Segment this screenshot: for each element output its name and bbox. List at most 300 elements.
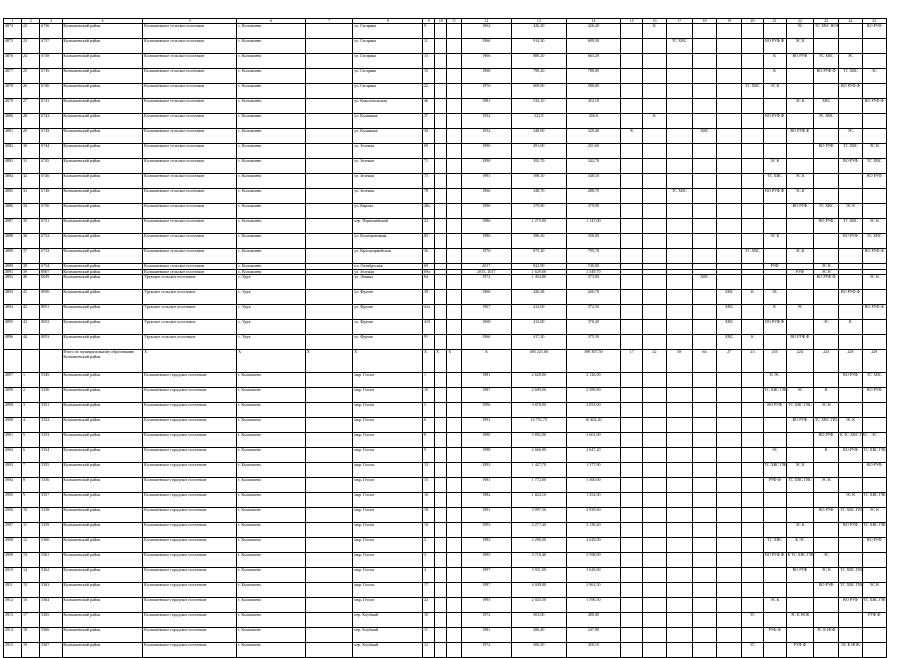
table-cell: ТС ХВС ГВС (862, 448, 886, 463)
table-cell: 2 961,50 (566, 583, 621, 598)
table-cell: ЭС ХВС (814, 114, 839, 129)
table-cell (621, 463, 643, 478)
table-cell (621, 493, 643, 508)
table-cell (692, 249, 716, 264)
table-cell (621, 275, 643, 290)
table-cell (435, 204, 447, 219)
table-cell: 417,20 (512, 335, 567, 350)
housing-register-table (3, 18, 887, 658)
table-cell: Колпашевское городское поселение (143, 388, 237, 403)
table-cell: 5355 (40, 463, 62, 478)
table-cell (306, 335, 353, 350)
table-cell: Колпашевское городское поселение (143, 598, 237, 613)
table-cell: 4895 (4, 320, 22, 335)
table-cell (742, 508, 763, 523)
column-number-cell: 21 (763, 19, 786, 24)
table-cell: ЭС (814, 553, 839, 568)
table-cell: 10 751,75 (512, 418, 567, 433)
table-cell: 1968 (461, 320, 512, 335)
table-row (4, 129, 887, 144)
table-cell: 1990 (461, 204, 512, 219)
table-cell (862, 114, 886, 129)
table-cell (862, 478, 886, 493)
table-cell (666, 54, 692, 69)
table-cell: 5356 (40, 478, 62, 493)
table-cell (742, 39, 763, 54)
table-cell: 3 601,00 (566, 433, 621, 448)
table-cell: Колпашевское городское поселение (143, 643, 237, 658)
table-cell (435, 598, 447, 613)
table-cell (717, 508, 742, 523)
table-cell (666, 613, 692, 628)
table-cell: 379,90 (566, 204, 621, 219)
table-cell (643, 204, 666, 219)
table-cell: ВО РУФ (839, 523, 862, 538)
table-cell (814, 335, 839, 350)
table-cell (742, 275, 763, 290)
table-row (4, 290, 887, 305)
table-cell: ЭС К (786, 39, 813, 54)
table-row (4, 493, 887, 508)
table-cell: 4903 (4, 463, 22, 478)
table-cell: К ЭС (763, 373, 786, 388)
table-cell (306, 508, 353, 523)
table-cell (814, 189, 839, 204)
table-cell: 4 277,40 (512, 523, 567, 538)
table-cell: 266,70 (566, 290, 621, 305)
table-cell (306, 129, 353, 144)
table-cell: 880,20 (512, 54, 567, 69)
table-cell (839, 388, 862, 403)
table-cell: Колпашевский район (62, 159, 143, 174)
table-cell: с. Колпашево (237, 269, 306, 275)
table-cell (643, 463, 666, 478)
table-cell (643, 433, 666, 448)
table-cell (447, 508, 461, 523)
table-cell (435, 373, 447, 388)
table-cell: 4879 (4, 99, 22, 114)
table-cell: 1932 (461, 129, 512, 144)
table-cell (717, 523, 742, 538)
table-cell: Колпашевский район (62, 493, 143, 508)
table-cell: ЭС К (814, 478, 839, 493)
table-cell: 4885 (4, 189, 22, 204)
table-cell: 41 (22, 290, 40, 305)
table-row (4, 144, 887, 159)
table-cell (621, 204, 643, 219)
table-cell: с. Колпашево (237, 144, 306, 159)
table-cell (786, 84, 813, 99)
table-cell (621, 418, 643, 433)
table-cell: 40 (22, 275, 40, 290)
table-cell: ЭС К (862, 583, 886, 598)
table-cell (643, 84, 666, 99)
table-cell: пер. Клубный (353, 613, 423, 628)
table-cell: пл. Октябрьская (353, 264, 423, 270)
table-cell: 69 (423, 144, 435, 159)
table-cell: 1986 (461, 219, 512, 234)
table-cell (742, 159, 763, 174)
table-cell: 491,60 (512, 144, 567, 159)
table-cell (621, 174, 643, 189)
table-cell: ХВС (692, 275, 716, 290)
table-cell: 228 (839, 350, 862, 373)
table-cell: ТС ХВС (666, 39, 692, 54)
table-cell: г. Колпашево (237, 598, 306, 613)
table-cell: Колпашевский район (62, 538, 143, 553)
table-cell: 1990 (461, 144, 512, 159)
table-cell: ул. Фрунзе (353, 320, 423, 335)
table-cell (692, 234, 716, 249)
table-cell (643, 219, 666, 234)
table-row (4, 628, 887, 643)
table-cell: 64 (423, 275, 435, 290)
table-cell (621, 373, 643, 388)
table-cell (763, 249, 786, 264)
table-cell: 8007 (40, 269, 62, 275)
table-cell (692, 99, 716, 114)
table-cell (862, 320, 886, 335)
table-cell: ЭС (763, 448, 786, 463)
table-cell: 5367 (40, 643, 62, 658)
table-cell: ЭС К (839, 204, 862, 219)
table-cell: 1 824,10 (512, 493, 567, 508)
table-cell: Урукское сельское поселение (143, 305, 237, 320)
table-cell (692, 320, 716, 335)
table-cell: мкр. Геолог (353, 598, 423, 613)
table-cell (643, 174, 666, 189)
table-cell (447, 189, 461, 204)
table-row (4, 643, 887, 658)
table-cell (862, 403, 886, 418)
table-cell: Колпашевское городское поселение (143, 613, 237, 628)
table-cell (717, 628, 742, 643)
table-cell: ТС ХВС ГВС (786, 478, 813, 493)
table-cell (621, 643, 643, 658)
table-cell: 9 (423, 448, 435, 463)
table-cell (742, 144, 763, 159)
table-cell: 4874 (4, 24, 22, 39)
table-cell (839, 39, 862, 54)
table-cell (742, 388, 763, 403)
table-cell: ЭС К НОК (839, 643, 862, 658)
table-cell (435, 335, 447, 350)
table-row (4, 433, 887, 448)
table-cell: Колпашевское городское поселение (143, 373, 237, 388)
table-cell: 372,50 (566, 305, 621, 320)
table-cell: 663,20 (566, 54, 621, 69)
table-cell: Колпашевский район (62, 114, 143, 129)
table-cell: 348,00 (512, 129, 567, 144)
table-cell (814, 598, 839, 613)
table-cell: 4890 (4, 264, 22, 270)
table-cell: ВО РУФ (839, 448, 862, 463)
table-cell: 1 352,00 (566, 493, 621, 508)
column-number-cell: 12 (461, 19, 512, 24)
table-cell (839, 403, 862, 418)
table-cell: Колпашевский район (62, 264, 143, 270)
table-cell: Колпашевское городское поселение (143, 553, 237, 568)
table-row (4, 523, 887, 538)
table-cell: 426,38 (512, 290, 567, 305)
table-cell (447, 84, 461, 99)
table-cell: 37 (22, 249, 40, 264)
table-cell: с. Колпашево (237, 39, 306, 54)
table-cell: 396,30 (512, 234, 567, 249)
table-cell: ул. Зеленая (353, 269, 423, 275)
table-cell (447, 493, 461, 508)
table-cell: 2017 (461, 264, 512, 270)
table-cell: Колпашевское сельское поселение (143, 159, 237, 174)
table-cell: ВО РУФ (839, 598, 862, 613)
table-cell: ТС ХВС (814, 204, 839, 219)
table-cell (717, 463, 742, 478)
table-cell: 17 (423, 583, 435, 598)
table-cell (862, 129, 886, 144)
table-cell: ВО РУФ Ф (763, 553, 786, 568)
table-cell: Колпашевское городское поселение (143, 463, 237, 478)
table-cell: ЭС (862, 69, 886, 84)
table-cell: 4881 (4, 129, 22, 144)
table-cell: 503,00 (512, 613, 567, 628)
table-cell: 6742 (40, 114, 62, 129)
table-cell (814, 159, 839, 174)
table-row (4, 583, 887, 598)
table-cell (717, 129, 742, 144)
table-cell (306, 493, 353, 508)
table-cell: 1 (423, 373, 435, 388)
table-cell (666, 643, 692, 658)
table-cell (447, 114, 461, 129)
table-cell: ХВС (717, 335, 742, 350)
table-cell: ул. Зеленая (353, 159, 423, 174)
table-cell: ВО РУФ Ф (839, 84, 862, 99)
table-cell (435, 290, 447, 305)
table-cell: 4888 (4, 234, 22, 249)
table-cell (643, 54, 666, 69)
table-cell: 1 629,60 (512, 269, 567, 275)
table-cell: К (814, 388, 839, 403)
table-cell (717, 373, 742, 388)
table-cell (435, 114, 447, 129)
table-cell: ВО РУФ Ф (839, 290, 862, 305)
table-cell: мкр. Геолог (353, 373, 423, 388)
table-cell: Колпашевский район (62, 448, 143, 463)
table-cell: 2 126,00 (566, 373, 621, 388)
table-cell (643, 290, 666, 305)
table-cell (621, 553, 643, 568)
table-cell (692, 174, 716, 189)
table-cell: 480,00 (566, 613, 621, 628)
table-cell: 4904 (4, 478, 22, 493)
table-row (4, 538, 887, 553)
table-cell (643, 418, 666, 433)
table-cell (643, 403, 666, 418)
table-cell: 6750 (40, 204, 62, 219)
table-cell: 348,10 (566, 174, 621, 189)
table-cell (621, 39, 643, 54)
table-cell: Колпашевское городское поселение (143, 493, 237, 508)
table-cell: 2 029,00 (566, 538, 621, 553)
table-cell: ВО РУФ (839, 234, 862, 249)
table-cell: 1981 (461, 373, 512, 388)
table-cell (786, 159, 813, 174)
table-cell: 91 (423, 335, 435, 350)
table-cell (814, 538, 839, 553)
table-cell: 8052 (40, 320, 62, 335)
table-cell: ТС ХВС ГВС (839, 583, 862, 598)
table-cell: 10 402,20 (566, 418, 621, 433)
table-cell: Колпашевский район (62, 568, 143, 583)
table-cell: 5366 (40, 628, 62, 643)
column-number-cell: 23 (814, 19, 839, 24)
table-cell: 33 (22, 189, 40, 204)
table-cell (447, 204, 461, 219)
table-cell (692, 388, 716, 403)
table-cell (435, 305, 447, 320)
table-cell (643, 373, 666, 388)
table-cell (742, 234, 763, 249)
table-cell: 4907 (4, 523, 22, 538)
table-cell: Колпашевское сельское поселение (143, 99, 237, 114)
table-cell (814, 523, 839, 538)
table-row (4, 598, 887, 613)
table-cell: ул. Зеленая (353, 144, 423, 159)
table-cell: 8 (22, 478, 40, 493)
table-cell (643, 568, 666, 583)
table-cell: 822,90 (512, 264, 567, 270)
table-cell: 247,80 (566, 628, 621, 643)
table-cell: ВО РУФ (763, 403, 786, 418)
table-cell: 521,8 (512, 114, 567, 129)
table-cell: 4883 (4, 159, 22, 174)
table-cell: ул. Фрунзе (353, 290, 423, 305)
column-number-cell: 15 (621, 19, 643, 24)
table-cell (786, 508, 813, 523)
table-cell: 34 (22, 204, 40, 219)
table-cell (717, 84, 742, 99)
table-cell: 38 (22, 264, 40, 270)
table-cell (742, 553, 763, 568)
table-cell (692, 463, 716, 478)
table-cell: 790,20 (512, 69, 567, 84)
table-cell: Колпашевское городское поселение (143, 433, 237, 448)
table-cell: мкр. Геолог (353, 403, 423, 418)
table-cell: ТС ХВС (742, 84, 763, 99)
table-cell (621, 189, 643, 204)
table-cell (447, 403, 461, 418)
table-cell: Х (237, 350, 306, 373)
table-cell (643, 234, 666, 249)
table-cell: Колпашевский район (62, 320, 143, 335)
table-cell: пер. Клубный (353, 643, 423, 658)
table-cell (666, 478, 692, 493)
table-cell (742, 433, 763, 448)
table-row (4, 418, 887, 433)
table-cell: 1976 (461, 249, 512, 264)
table-cell: Х (306, 350, 353, 373)
table-cell (786, 598, 813, 613)
table-cell: 392,70 (512, 159, 567, 174)
table-cell: 43 (22, 320, 40, 335)
table-cell (717, 433, 742, 448)
table-cell (306, 373, 353, 388)
table-cell (643, 628, 666, 643)
table-cell: 456,8 (566, 114, 621, 129)
table-cell (717, 159, 742, 174)
table-cell: ВО РУФ Ф (862, 305, 886, 320)
table-cell: Колпашевский район (62, 84, 143, 99)
table-cell: г. Колпашево (237, 373, 306, 388)
table-row (4, 99, 887, 114)
table-cell: 27 (22, 99, 40, 114)
table-cell (666, 204, 692, 219)
table-cell (692, 448, 716, 463)
table-cell (306, 159, 353, 174)
table-cell: мкр. Геолог (353, 583, 423, 598)
table-cell: 3 053,00 (566, 403, 621, 418)
table-cell: ул. Гагарина (353, 24, 423, 39)
table-cell (435, 523, 447, 538)
table-cell: 16 (22, 598, 40, 613)
table-cell: 229 (862, 350, 886, 373)
table-cell (666, 433, 692, 448)
table-cell: г. Колпашево (237, 628, 306, 643)
table-cell (717, 54, 742, 69)
table-cell: Колпашевский район (62, 583, 143, 598)
table-cell (666, 159, 692, 174)
table-cell: 6754 (40, 264, 62, 270)
table-cell: РУФ Ф (862, 613, 886, 628)
table-cell (643, 144, 666, 159)
table-cell: Колпашевский район (62, 144, 143, 159)
column-number-cell: 20 (742, 19, 763, 24)
table-cell: с. Колпашево (237, 264, 306, 270)
table-cell (763, 335, 786, 350)
table-cell: г. Колпашево (237, 523, 306, 538)
table-cell (717, 24, 742, 39)
table-cell (862, 189, 886, 204)
table-cell: г. Колпашево (237, 478, 306, 493)
table-cell: ТС ХВС (814, 54, 839, 69)
table-cell: с. Урук (237, 290, 306, 305)
table-cell: 44 (22, 335, 40, 350)
table-row (4, 24, 887, 39)
table-cell: 39 (22, 269, 40, 275)
table-cell (40, 350, 62, 373)
table-cell: 4905 (4, 493, 22, 508)
table-cell (643, 320, 666, 335)
table-cell: Колпашевский район (62, 463, 143, 478)
table-cell (435, 174, 447, 189)
table-cell (666, 129, 692, 144)
table-cell (643, 538, 666, 553)
table-cell: 795,70 (566, 249, 621, 264)
table-cell: 426,20 (512, 24, 567, 39)
table-cell (435, 219, 447, 234)
table-cell: 1983 (461, 538, 512, 553)
table-cell: 18 (22, 628, 40, 643)
table-cell (621, 628, 643, 643)
table-cell (447, 54, 461, 69)
table-cell: Итого по муниципальному образованию Колпашевский район (62, 350, 143, 373)
table-cell: 875,30 (512, 249, 567, 264)
table-cell: ЭС К (839, 493, 862, 508)
column-number-cell: 6 (237, 19, 306, 24)
table-cell: Колпашевский район (62, 305, 143, 320)
table-cell (447, 159, 461, 174)
table-cell (763, 643, 786, 658)
